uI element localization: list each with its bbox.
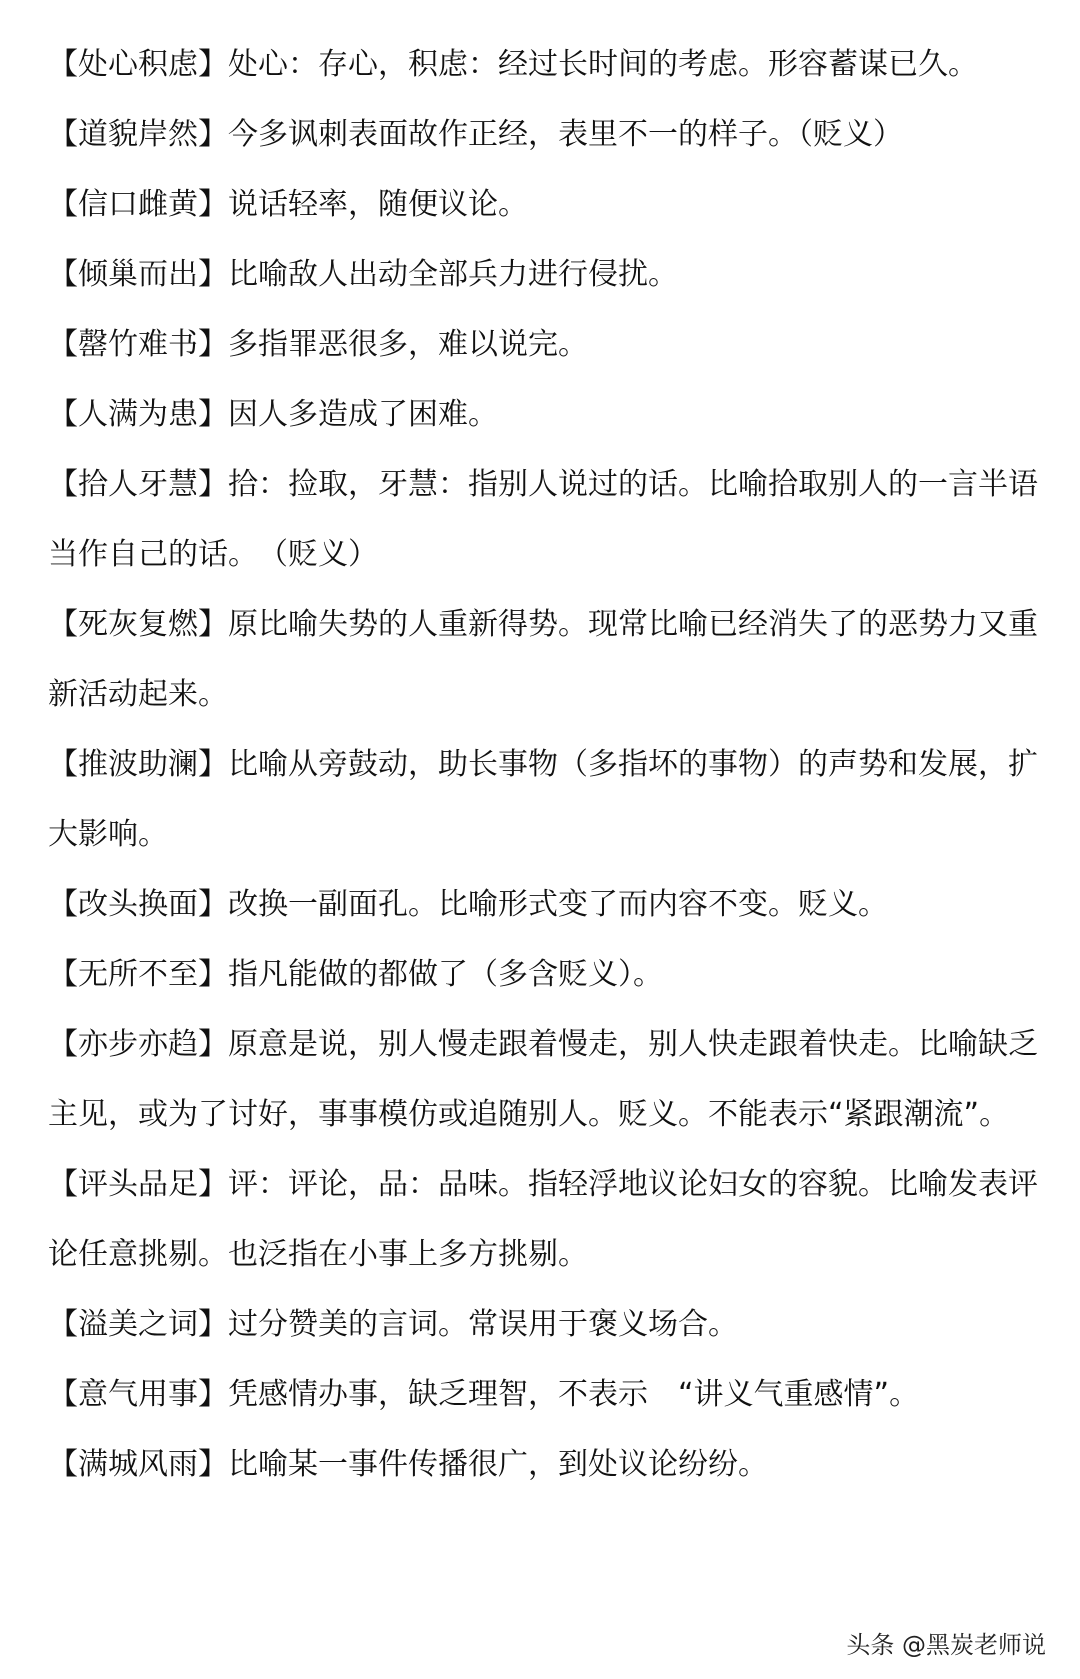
idiom-list xyxy=(48,30,1048,1500)
idiom-definition: 改换一副面孔。比喻形式变了而内容不变。贬义。 xyxy=(228,887,888,922)
idiom-definition: 过分赞美的言词。常误用于褒义场合。 xyxy=(228,1307,738,1342)
idiom-entry xyxy=(48,170,1048,240)
idiom-term: 【倾巢而出】 xyxy=(48,257,228,292)
idiom-definition: 比喻某一事件传播很广，到处议论纷纷。 xyxy=(228,1447,768,1482)
idiom-term: 【处心积虑】 xyxy=(48,47,228,82)
idiom-definition: 指凡能做的都做了（多含贬义）。 xyxy=(228,957,663,992)
idiom-term: 【满城风雨】 xyxy=(48,1447,228,1482)
idiom-term: 【溢美之词】 xyxy=(48,1307,228,1342)
idiom-entry xyxy=(48,1010,1048,1150)
idiom-term: 【罄竹难书】 xyxy=(48,327,228,362)
idiom-entry xyxy=(48,1430,1048,1500)
idiom-definition: 今多讽刺表面故作正经，表里不一的样子。（贬义） xyxy=(228,117,903,152)
idiom-definition: 处心：存心，积虑：经过长时间的考虑。形容蓄谋已久。 xyxy=(228,47,978,82)
idiom-entry xyxy=(48,1360,1048,1430)
idiom-term: 【无所不至】 xyxy=(48,957,228,992)
idiom-entry xyxy=(48,870,1048,940)
idiom-entry xyxy=(48,1150,1048,1290)
idiom-definition: 评：评论，品：品味。指轻浮地议论妇女的容貌。比喻发表评论任意挑剔。也泛指在小事上多方挑剔。 xyxy=(48,1167,1038,1272)
idiom-entry xyxy=(48,100,1048,170)
idiom-term: 【信口雌黄】 xyxy=(48,187,228,222)
idiom-term: 【拾人牙慧】 xyxy=(48,467,228,502)
idiom-term: 【死灰复燃】 xyxy=(48,607,228,642)
idiom-entry xyxy=(48,240,1048,310)
idiom-entry xyxy=(48,380,1048,450)
idiom-definition: 说话轻率，随便议论。 xyxy=(228,187,528,222)
idiom-entry xyxy=(48,730,1048,870)
idiom-term: 【人满为患】 xyxy=(48,397,228,432)
idiom-definition: 多指罪恶很多，难以说完。 xyxy=(228,327,588,362)
idiom-definition: 因人多造成了困难。 xyxy=(228,397,498,432)
idiom-term: 【推波助澜】 xyxy=(48,747,228,782)
idiom-entry xyxy=(48,1290,1048,1360)
idiom-definition: 原意是说，别人慢走跟着慢走，别人快走跟着快走。比喻缺乏主见，或为了讨好，事事模仿或追随别人。贬义。不能表示“紧跟潮流”。 xyxy=(48,1027,1038,1132)
idiom-term: 【改头换面】 xyxy=(48,887,228,922)
idiom-entry xyxy=(48,940,1048,1010)
idiom-term: 【亦步亦趋】 xyxy=(48,1027,228,1062)
idiom-entry xyxy=(48,590,1048,730)
idiom-entry xyxy=(48,450,1048,590)
idiom-term: 【意气用事】 xyxy=(48,1377,228,1412)
idiom-entry xyxy=(48,30,1048,100)
idiom-definition: 拾：捡取，牙慧：指别人说过的话。比喻拾取别人的一言半语当作自己的话。 （贬义） xyxy=(48,467,1038,572)
watermark: 头条 @黑炭老师说 xyxy=(842,1629,1050,1661)
idiom-entry xyxy=(48,310,1048,380)
idiom-definition: 凭感情办事，缺乏理智，不表示 “讲义气重感情”。 xyxy=(228,1377,920,1412)
idiom-definition: 比喻从旁鼓动，助长事物（多指坏的事物）的声势和发展，扩大影响。 xyxy=(48,747,1038,852)
idiom-term: 【道貌岸然】 xyxy=(48,117,228,152)
idiom-definition: 原比喻失势的人重新得势。现常比喻已经消失了的恶势力又重新活动起来。 xyxy=(48,607,1038,712)
idiom-term: 【评头品足】 xyxy=(48,1167,228,1202)
idiom-definition: 比喻敌人出动全部兵力进行侵扰。 xyxy=(228,257,678,292)
